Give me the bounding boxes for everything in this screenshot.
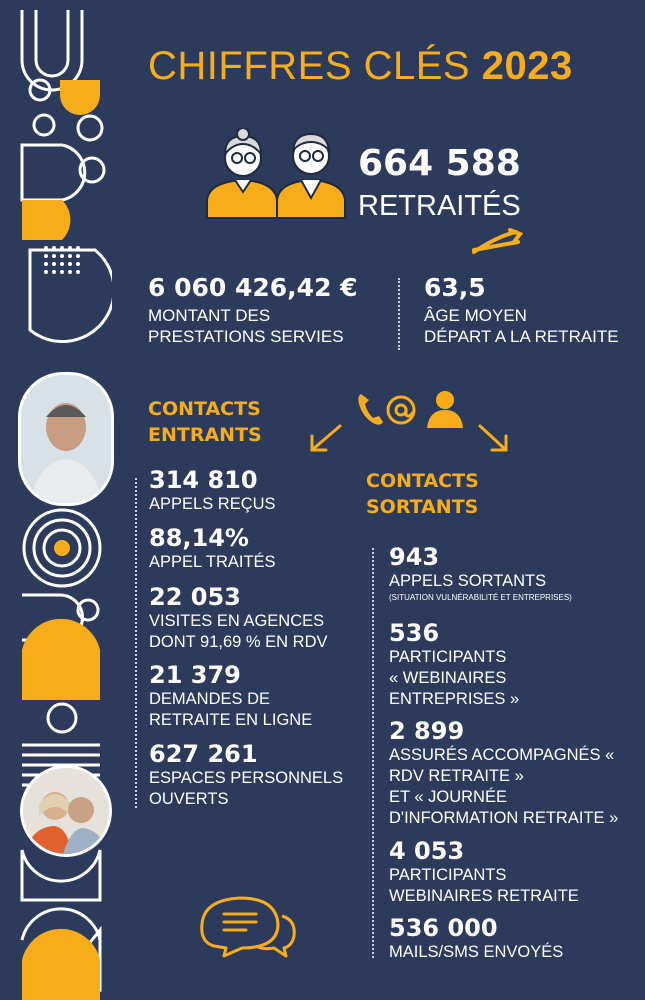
outgoing-divider bbox=[372, 548, 374, 958]
stat-label: ESPACES PERSONNELS OUVERTS bbox=[149, 769, 344, 808]
elderly-couple-icon bbox=[205, 128, 347, 220]
title-year: 2023 bbox=[481, 44, 573, 88]
incoming-stat bbox=[149, 524, 276, 573]
chat-bubbles-icon bbox=[196, 890, 300, 960]
stat-value: 943 bbox=[389, 543, 440, 571]
stat-value: 22 053 bbox=[149, 583, 241, 611]
amount-label: MONTANT DES PRESTATIONS SERVIES bbox=[148, 306, 344, 346]
contact-channel-icons bbox=[355, 388, 465, 430]
man-portrait-photo bbox=[18, 372, 114, 506]
arrow-left-icon bbox=[306, 422, 346, 456]
stat-label: ASSURÉS ACCOMPAGNÉS « RDV RETRAITE » ET « JOURNÉE D'INFORMATION RETRAITE » bbox=[389, 746, 619, 827]
couple-photo bbox=[20, 765, 112, 857]
arrow-right-icon bbox=[474, 422, 514, 456]
outgoing-stat bbox=[389, 914, 563, 963]
stat-value: 536 000 bbox=[389, 914, 498, 942]
stat-label: PARTICIPANTS « WEBINAIRES ENTREPRISES » bbox=[389, 648, 520, 708]
stat-value: 21 379 bbox=[149, 661, 241, 689]
retirees-label: RETRAITÉS bbox=[358, 190, 521, 222]
outgoing-heading: CONTACTS SORTANTS bbox=[366, 470, 479, 518]
outgoing-stat bbox=[389, 543, 572, 604]
stat-label: APPELS SORTANTS bbox=[389, 572, 547, 590]
average-age-label: ÂGE MOYEN DÉPART A LA RETRAITE bbox=[424, 306, 619, 346]
incoming-stat bbox=[149, 661, 312, 731]
stat-label: VISITES EN AGENCES DONT 91,69 % EN RDV bbox=[149, 612, 328, 651]
stat-sublabel: (SITUATION VULNÉRABILITÉ ET ENTREPRISES) bbox=[389, 593, 572, 602]
stat-value: 88,14% bbox=[149, 524, 249, 552]
average-age-value: 63,5 bbox=[424, 273, 486, 302]
outgoing-stat bbox=[389, 619, 519, 710]
stat-value: 536 bbox=[389, 619, 440, 647]
stat-label: APPELS REÇUS bbox=[149, 495, 276, 513]
amount-value: 6 060 426,42 € bbox=[148, 273, 358, 302]
outgoing-stat bbox=[389, 837, 579, 907]
incoming-stat bbox=[149, 466, 276, 515]
stat-value: 2 899 bbox=[389, 717, 465, 745]
at-icon bbox=[388, 397, 414, 423]
stat-label: PARTICIPANTS WEBINAIRES RETRAITE bbox=[389, 866, 579, 905]
stat-value: 314 810 bbox=[149, 466, 258, 494]
phone-icon bbox=[358, 394, 383, 425]
incoming-stat bbox=[149, 583, 328, 653]
incoming-divider bbox=[135, 478, 137, 808]
stat-value: 627 261 bbox=[149, 740, 258, 768]
stat-label: APPEL TRAITÉS bbox=[149, 553, 276, 571]
divider bbox=[398, 278, 400, 350]
stat-label: MAILS/SMS ENVOYÉS bbox=[389, 943, 564, 961]
yellow-squiggle-icon bbox=[470, 228, 526, 258]
title-light: CHIFFRES CLÉS bbox=[148, 44, 471, 88]
page-title bbox=[148, 44, 573, 89]
outgoing-stat bbox=[389, 717, 618, 829]
stat-value: 4 053 bbox=[389, 837, 465, 865]
retirees-value: 664 588 bbox=[358, 143, 521, 184]
stat-label: DEMANDES DE RETRAITE EN LIGNE bbox=[149, 690, 313, 729]
incoming-stat bbox=[149, 740, 343, 810]
incoming-heading: CONTACTS ENTRANTS bbox=[148, 398, 262, 446]
person-icon bbox=[427, 391, 463, 428]
